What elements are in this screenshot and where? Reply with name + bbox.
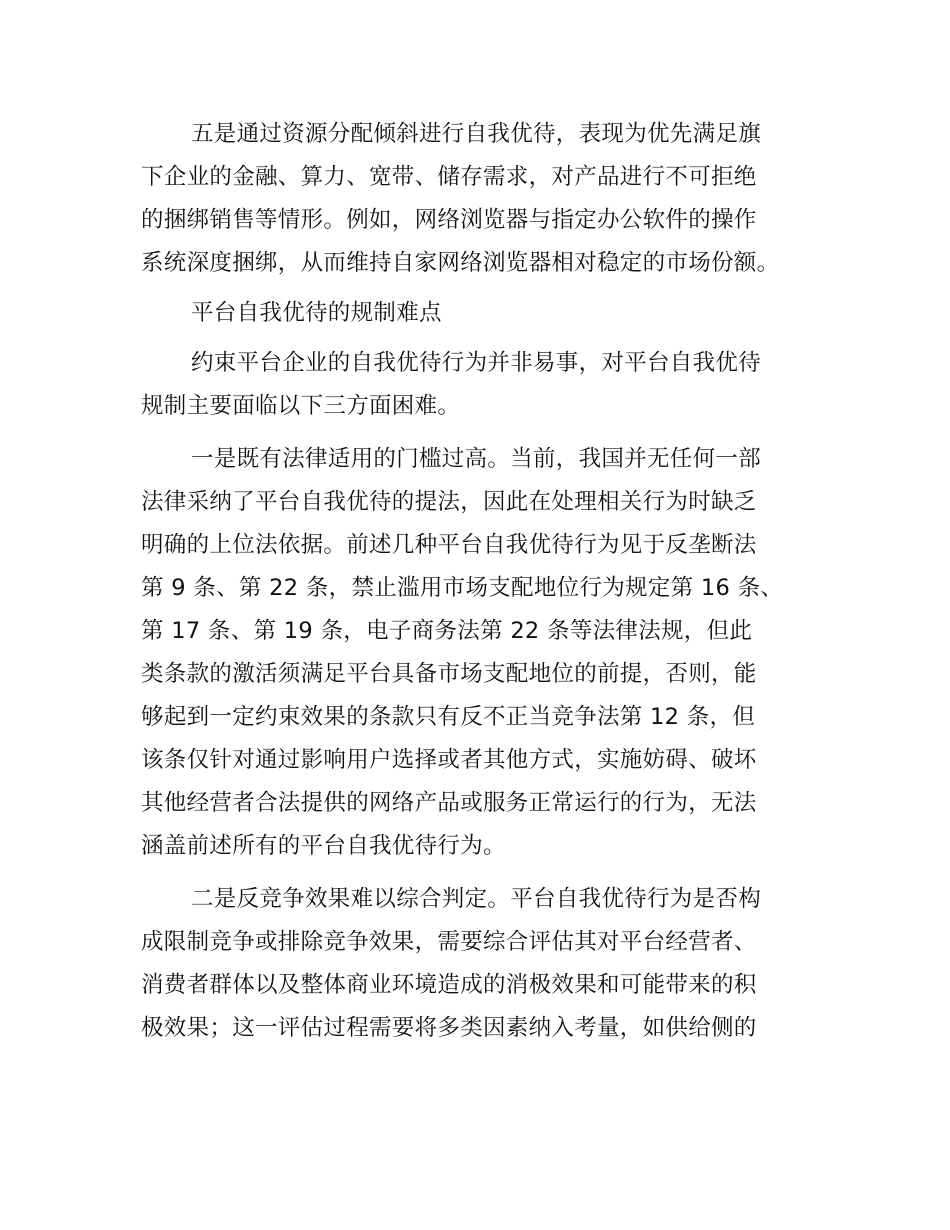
- text-line: 其他经营者合法提供的网络产品或服务正常运行的行为，无法: [141, 790, 757, 816]
- text-line: 下企业的金融、算力、宽带、储存需求，对产品进行不可拒绝: [141, 164, 757, 190]
- text-line: 的捆绑销售等情形。例如，网络浏览器与指定办公软件的操作: [141, 207, 757, 233]
- document-body: [141, 113, 821, 1050]
- text-line: 类条款的激活须满足平台具备市场支配地位的前提，否则，能: [141, 661, 757, 687]
- text-line: 第 17 条、第 19 条，电子商务法第 22 条等法律法规，但此: [141, 618, 753, 644]
- text-line: 二是反竞争效果难以综合判定。平台自我优待行为是否构: [191, 886, 762, 912]
- text-line: 够起到一定约束效果的条款只有反不正当竞争法第 12 条，但: [141, 704, 756, 730]
- paragraph-anticompetitive-effects: [141, 878, 821, 1050]
- text-line: 法律采纳了平台自我优待的提法，因此在处理相关行为时缺乏: [141, 489, 757, 515]
- text-line: 第 9 条、第 22 条，禁止滥用市场支配地位行为规定第 16 条、: [141, 575, 784, 601]
- text-line: 消费者群体以及整体商业环境造成的消极效果和可能带来的积: [141, 972, 757, 998]
- paragraph-intro-difficulties: [141, 342, 821, 428]
- text-line: 成限制竞争或排除竞争效果，需要综合评估其对平台经营者、: [141, 929, 757, 955]
- text-line: 一是既有法律适用的门槛过高。当前，我国并无任何一部: [191, 446, 762, 472]
- text-line: 极效果；这一评估过程需要将多类因素纳入考量，如供给侧的: [141, 1015, 757, 1041]
- text-line: 五是通过资源分配倾斜进行自我优待，表现为优先满足旗: [191, 121, 762, 147]
- paragraph-self-preferencing-resource-allocation: [141, 113, 821, 285]
- text-line: 系统深度捆绑，从而维持自家网络浏览器相对稳定的市场份额。: [141, 250, 780, 276]
- text-line: 约束平台企业的自我优待行为并非易事，对平台自我优待: [191, 350, 762, 376]
- section-heading-regulation-difficulties: [141, 292, 821, 335]
- text-line: 涵盖前述所有的平台自我优待行为。: [141, 833, 506, 859]
- text-line: 该条仅针对通过影响用户选择或者其他方式，实施妨碍、破坏: [141, 747, 757, 773]
- paragraph-legal-threshold: [141, 438, 821, 868]
- heading-text: 平台自我优待的规制难点: [191, 300, 442, 326]
- text-line: 明确的上位法依据。前述几种平台自我优待行为见于反垄断法: [141, 532, 757, 558]
- text-line: 规制主要面临以下三方面困难。: [141, 393, 461, 419]
